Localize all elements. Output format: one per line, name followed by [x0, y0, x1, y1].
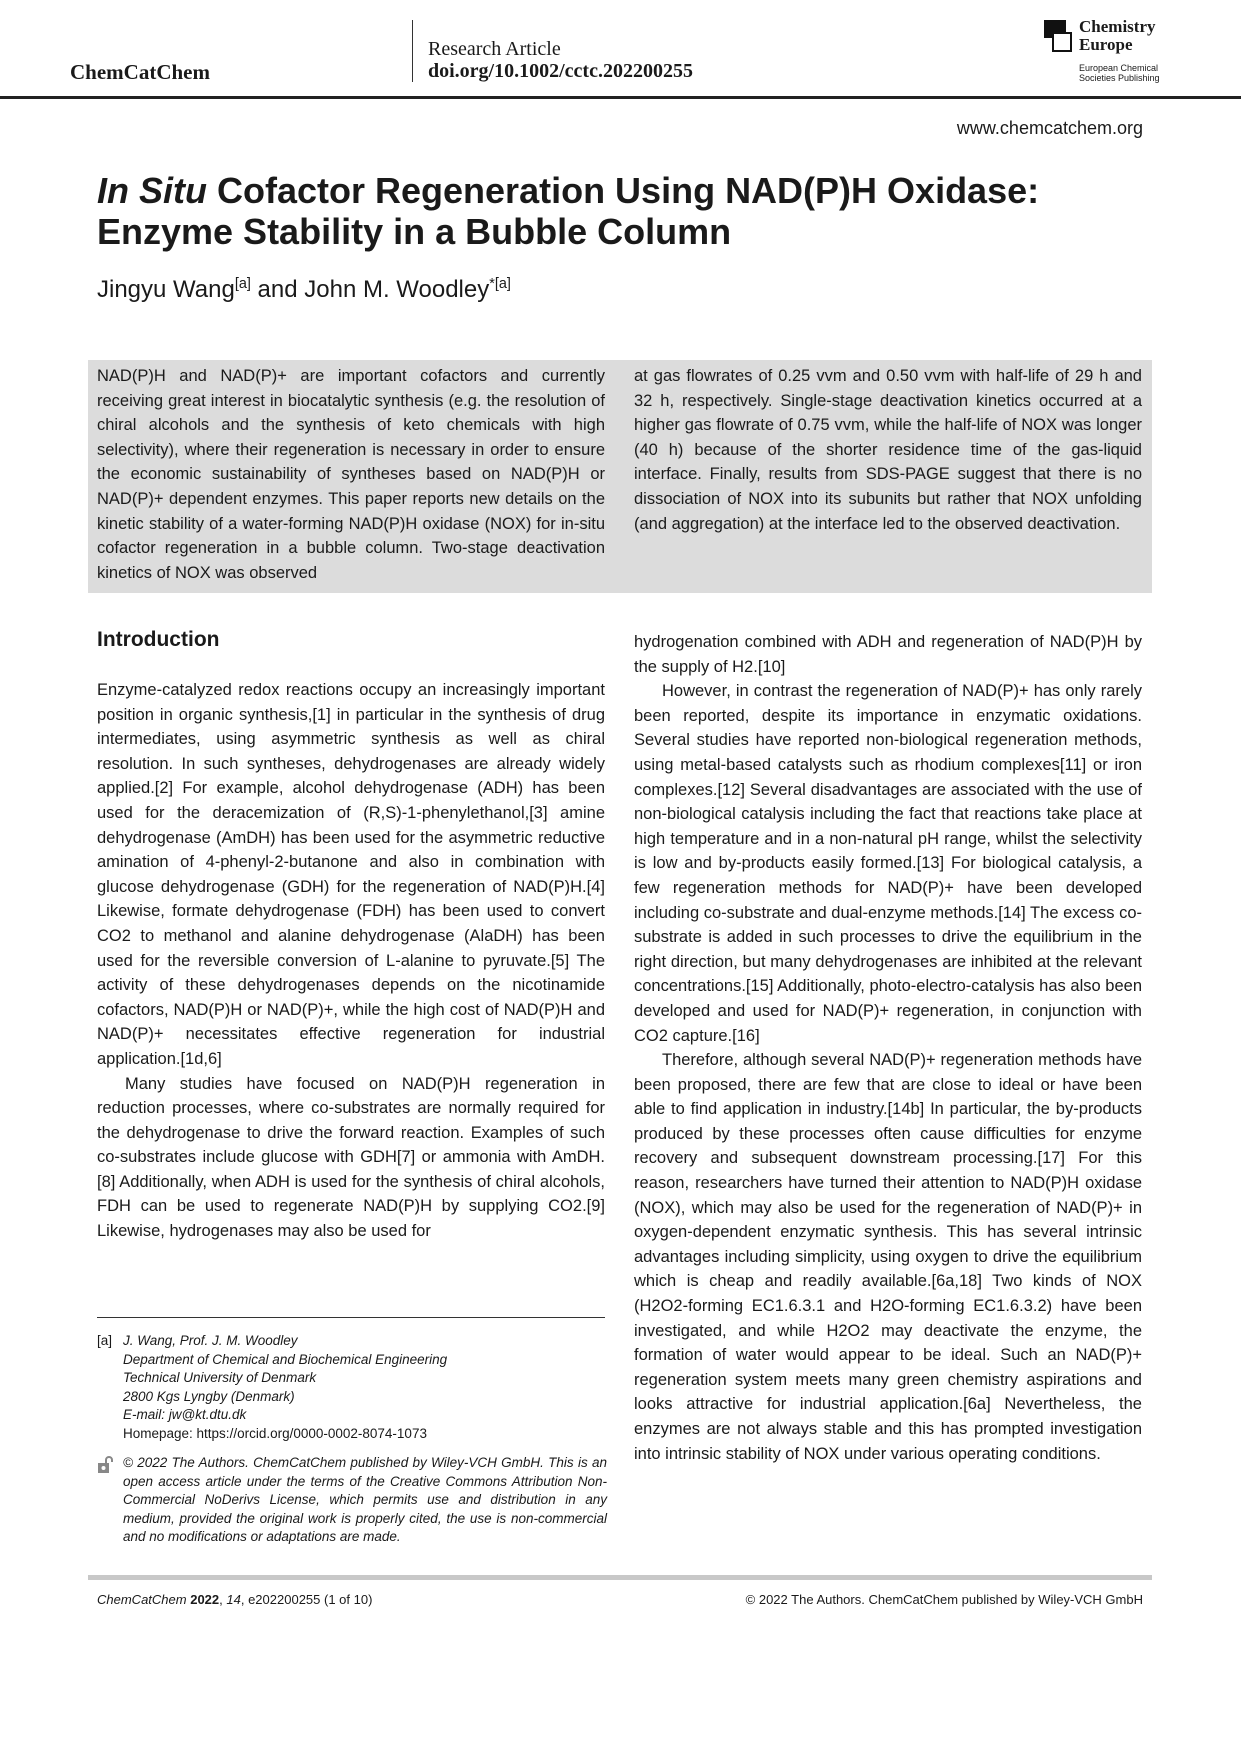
article-type: Research Article [428, 38, 561, 60]
footnote-rule [97, 1317, 605, 1318]
publisher-logo-text: Chemistry Europe [1079, 17, 1156, 54]
body-column-right [634, 630, 1142, 1466]
license-footnote: © 2022 The Authors. ChemCatChem published by Wiley-VCH GmbH. This is an open access article under the terms of the Creative Commons Attribution Non-Commercial NoDerivs License, which permits use and distribution in any medium, provided the original work is properly cited, the use is non-commercial and no modifications or adaptations are made. [97, 1454, 607, 1547]
journal-website[interactable]: www.chemcatchem.org [956, 118, 1143, 138]
header-rule [0, 96, 1241, 99]
author-list: Jingyu Wang[a] and John M. Woodley$^{*[a]}$ [97, 276, 511, 303]
paragraph: hydrogenation combined with ADH and regeneration of NAD(P)H by the supply of H2.[10] [634, 633, 1142, 676]
abstract-text-left: NAD(P)H and NAD(P)+ are important cofactors and currently receiving great interest in biocatalytic synthesis (e.g. the resolution of chiral alcohols and the synthesis of keto chemicals with high selectivity), where their regeneration is necessary in order to ensure the economic sustainability of syntheses based on NAD(P)H or NAD(P)+ dependent enzymes. This paper reports new details on the kinetic stability of a water-forming NAD(P)H oxidase (NOX) for in-situ cofactor regeneration in a bubble column. Two-stage deactivation kinetics of NOX was observed [97, 367, 605, 582]
chemistry-europe-logo-icon [1044, 20, 1074, 54]
paragraph: However, in contrast the regeneration of NAD(P)+ has only rarely been reported, despite its importance in enzymatic oxidations. Several studies have reported non-biological regeneration methods, using metal-based catalysts such as rhodium complexes[11] or iron complexes.[12] Several disadvantages are associated with the use of non-biological catalysis including the fact that reactions take place at high temperature and in a non-natural pH range, whilst the selectivity is low and by-products easily formed.[13] For biological catalysis, a few regeneration methods for NAD(P)+ have been developed including co-substrate and dual-enzyme methods.[14] The excess co-substrate is added in such processes to drive the equilibrium in the right direction, but many dehydrogenases are inhibited at the relevant concentrations.[15] Additionally, photo-electro-catalysis has also been developed and used for NAD(P)+ regeneration, in conjunction with CO2 capture.[16] [634, 682, 1142, 1045]
author-name: John M. Woodley [304, 276, 490, 303]
footer-citation: ChemCatChem 2022, 14, e202200255 (1 of 10) [97, 1592, 373, 1607]
email-link[interactable]: E-mail: jw@kt.dtu.dk [123, 1407, 247, 1422]
header-divider [412, 20, 413, 82]
open-access-icon [97, 1456, 115, 1474]
paragraph: Many studies have focused on NAD(P)H regeneration in reduction processes, where co-substrates are normally required for the dehydrogenase to drive the forward reaction. Examples of such co-substrates include glucose with GDH[7] or ammonia with AmDH.[8] Additionally, when ADH is used for the synthesis of chiral alcohols, FDH can be used to regenerate NAD(P)H by supplying CO2.[9] Likewise, hydrogenases may also be used for [97, 1074, 605, 1241]
doi-link[interactable]: doi.org/10.1002/cctc.202200255 [428, 60, 693, 82]
corresponding-author-icon: * [489, 276, 495, 292]
paragraph: Enzyme-catalyzed redox reactions occupy an increasingly important position in organic synthesis,[1] in particular in the synthesis of drug intermediates, using asymmetric synthesis as well as chiral resolution. In such syntheses, dehydrogenases are already widely applied.[2] For example, alcohol dehydrogenase (ADH) has been used for the deracemization of (R,S)-1-phenylethanol,[3] amine dehydrogenase (AmDH) has been used for the asymmetric reductive amination of 4-phenyl-2-butanone and also in combination with glucose dehydrogenase (GDH) for the regeneration of NAD(P)H.[4] Likewise, formate dehydrogenase (FDH) has been used to convert CO2 to methanol and alanine dehydrogenase (AlaDH) has been used for the reversible conversion of L-alanine to pyruvate.[5] The activity of these dehydrogenases depends on the nicotinamide cofactors, NAD(P)H or NAD(P)+, while the high cost of NAD(P)H and NAD(P)+ necessitates effective regeneration for industrial application.[1d,6] [97, 681, 605, 1068]
author-name: Jingyu Wang [97, 276, 235, 303]
affiliation-footnote: [a] J. Wang, Prof. J. M. Woodley Department of Chemical and Biochemical Engineering Technical University of Denmark 2800 Kgs Lyngby (Denmark) E-mail: jw@kt.dtu.dk Homepage: https://orcid.org/0000-0002-8074-1073 [97, 1332, 607, 1443]
abstract-text-right: at gas flowrates of 0.25 vvm and 0.50 vvm with half-life of 29 h and 32 h, respectively. Single-stage deactivation kinetics occurred at a higher gas flowrate of 0.75 vvm, while the half-life of NOX was longer (40 h) because of the shorter residence time of the gas-liquid interface. Finally, results from SDS-PAGE suggest that there is no dissociation of NOX into its subunits but rather that NOX unfolding (and aggregation) at the interface led to the observed deactivation. [634, 367, 1142, 533]
paragraph: Therefore, although several NAD(P)+ regeneration methods have been proposed, there are few that are close to ideal or have been able to find application in industry.[14b] In particular, the by-products produced by these processes often cause difficulties for enzyme recovery and subsequent downstream processing.[17] For this reason, researchers have turned their attention to NAD(P)H oxidase (NOX), which may also be used for the regeneration of NAD(P)+ in oxygen-dependent enzymatic synthesis. This has several intrinsic advantages including simplicity, using oxygen to drive the equilibrium which is cheap and readily available.[6a,18] Two kinds of NOX (H2O2-forming EC1.6.3.1 and H2O-forming EC1.6.3.2) have been investigated, and while H2O2 may deactivate the enzyme, the formation of water would appear to be ideal. Such an NAD(P)+ regeneration system meets many green chemistry aspirations and looks attractive for industrial application.[6a] Nevertheless, the enzymes are not always stable and this has prompted investigation into intrinsic stability of NOX under various operating conditions. [634, 1051, 1142, 1463]
body-column-left [97, 678, 605, 1244]
article-title: In Situ Cofactor Regeneration Using NAD(P)H Oxidase: Enzyme Stability in a Bubble Column [97, 170, 1040, 252]
publisher-logo-subtext: European Chemical Societies Publishing [1079, 63, 1160, 83]
orcid-link[interactable]: Homepage: https://orcid.org/0000-0002-8074-1073 [123, 1425, 427, 1441]
journal-name: ChemCatChem [70, 60, 210, 84]
section-heading: Introduction [97, 628, 220, 651]
footer-copyright: © 2022 The Authors. ChemCatChem published by Wiley-VCH GmbH [745, 1592, 1143, 1607]
footer-bar [88, 1575, 1152, 1580]
